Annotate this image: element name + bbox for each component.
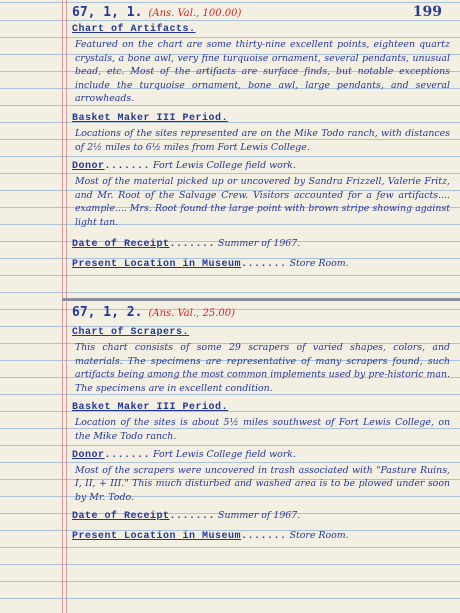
receipt-row: Date of Receipt ....... Summer of 1967.: [72, 508, 450, 525]
present-location-value: Store Room.: [289, 530, 349, 542]
donor-row: Donor ....... Fort Lewis College field work.: [72, 447, 450, 464]
donor-value: Fort Lewis College field work.: [153, 448, 296, 460]
period-heading: Basket Maker III Period.: [72, 402, 229, 414]
present-location-value: Store Room.: [289, 257, 349, 269]
catalog-number: 67, 1, 2.: [72, 305, 143, 320]
donor-value: Fort Lewis College field work.: [153, 160, 296, 172]
margin-line: [66, 0, 67, 613]
location-text: Location of the sites is about 5½ miles southwest of Fort Lewis College, on the Mike Todo ranch.: [75, 417, 450, 442]
receipt-label: Date of Receipt: [72, 511, 170, 523]
catalog-number: 67, 1, 1.: [72, 5, 143, 20]
margin-line: [62, 0, 63, 613]
donor-label: Donor: [72, 161, 105, 173]
catalog-entry: [72, 4, 450, 273]
receipt-value: Summer of 1967.: [218, 237, 301, 249]
entry-notes: Most of the material picked up or uncovered by Sandra Frizzell, Valerie Fritz, and Mr. Root of the Salvage Crew. Visitors accounted for a few artifacts.... example.... Mrs. Root found the large point with brown stripe showing against light tan.: [75, 176, 450, 228]
entry-description: This chart consists of some 29 scrapers of varied shapes, colors, and materials. The specimens are representative of many scrapers found, such artifacts being among the most common implements used by pre-historic man. The specimens are in excellent condition.: [75, 342, 450, 394]
catalog-number-row: [72, 4, 450, 21]
present-location-label: Present Location in Museum: [72, 258, 242, 270]
location-text: Locations of the sites represented are on the Mike Todo ranch, with distances of 2½ miles to 6½ miles from Fort Lewis College.: [75, 127, 450, 153]
entry-description: Featured on the chart are some thirty-nine excellent points, eighteen quartz crystals, a bone awl, very fine turquoise ornament, several pendants, unusual bead, etc. Most of the artifacts are surface finds, but notable exceptions include the turquoise ornament, bone awl, large pendants, and several arrowheads.: [75, 39, 450, 105]
present-location-label: Present Location in Museum: [72, 531, 242, 543]
receipt-row: Date of Receipt ....... Summer of 1967.: [72, 236, 450, 253]
appraised-value: (Ans. Val., 25.00): [148, 308, 236, 319]
present-location-row: Present Location in Museum ....... Store Room.: [72, 528, 450, 545]
catalog-entry: [72, 304, 450, 545]
entry-divider: [62, 298, 460, 301]
appraised-value: (Ans. Val., 100.00): [148, 8, 242, 19]
period-heading: Basket Maker III Period.: [72, 112, 229, 124]
donor-row: Donor ....... Fort Lewis College field work.: [72, 158, 450, 175]
donor-label: Donor: [72, 449, 105, 461]
entry-notes: Most of the scrapers were uncovered in trash associated with "Pasture Ruins, I, II, + III." This much disturbed and washed area is to be plowed under soon by Mr. Todo.: [75, 464, 450, 503]
catalog-number-row: [72, 304, 450, 321]
entry-title: Chart of Artifacts.: [72, 24, 196, 35]
entry-title: Chart of Scrapers.: [72, 327, 190, 338]
present-location-row: Present Location in Museum ....... Store Room.: [72, 256, 450, 273]
page-number: 199: [412, 4, 442, 20]
receipt-label: Date of Receipt: [72, 238, 170, 250]
receipt-value: Summer of 1967.: [218, 510, 301, 522]
